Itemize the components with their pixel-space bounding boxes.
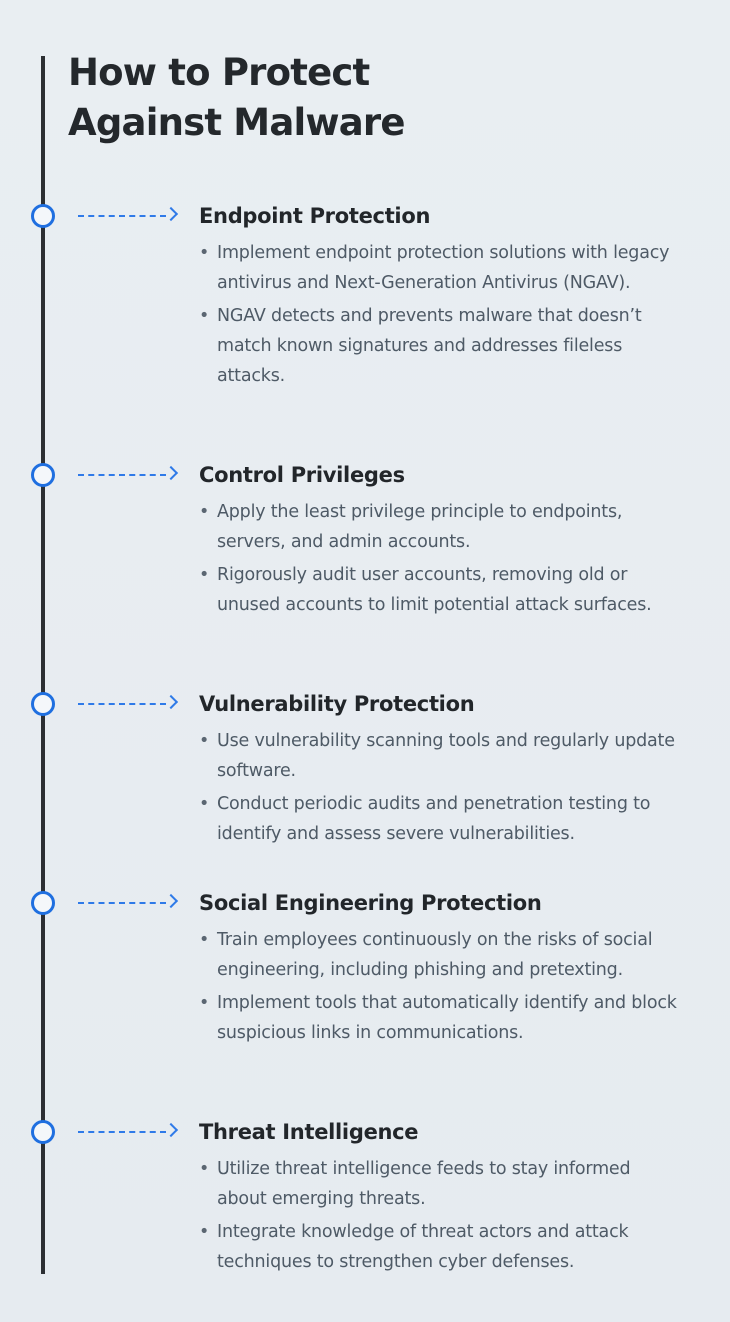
bullet-item: • NGAV detects and prevents malware that doesn’t match known signatures and addresses fileless attacks. bbox=[199, 301, 684, 391]
bullet-item: • Integrate knowledge of threat actors and attack techniques to strengthen cyber defenses. bbox=[199, 1217, 684, 1277]
chevron-right-icon bbox=[164, 466, 178, 480]
bullet-list bbox=[199, 238, 684, 394]
dashed-connector bbox=[78, 474, 166, 476]
section-heading: Vulnerability Protection bbox=[199, 692, 475, 716]
bullet-list bbox=[199, 726, 684, 852]
bullet-item: • Implement tools that automatically identify and block suspicious links in communications. bbox=[199, 988, 684, 1048]
timeline-node-icon bbox=[31, 891, 55, 915]
section-heading: Social Engineering Protection bbox=[199, 891, 542, 915]
timeline-node-icon bbox=[31, 692, 55, 716]
timeline-line bbox=[41, 56, 45, 1274]
timeline-node-icon bbox=[31, 1120, 55, 1144]
bullet-item: • Conduct periodic audits and penetration testing to identify and assess severe vulnerabilities. bbox=[199, 789, 684, 849]
bullet-item: • Use vulnerability scanning tools and regularly update software. bbox=[199, 726, 684, 786]
dashed-connector bbox=[78, 1131, 166, 1133]
chevron-right-icon bbox=[164, 207, 178, 221]
dashed-connector bbox=[78, 703, 166, 705]
section-heading: Threat Intelligence bbox=[199, 1120, 419, 1144]
section-heading: Control Privileges bbox=[199, 463, 405, 487]
dashed-connector bbox=[78, 215, 166, 217]
bullet-list bbox=[199, 925, 684, 1051]
timeline-node-icon bbox=[31, 204, 55, 228]
bullet-list bbox=[199, 497, 684, 623]
bullet-item: • Train employees continuously on the risks of social engineering, including phishing and pretexting. bbox=[199, 925, 684, 985]
title-line-2: Against Malware bbox=[68, 101, 405, 144]
chevron-right-icon bbox=[164, 894, 178, 908]
timeline-node-icon bbox=[31, 463, 55, 487]
bullet-item: • Rigorously audit user accounts, removing old or unused accounts to limit potential attack surfaces. bbox=[199, 560, 684, 620]
title-line-1: How to Protect bbox=[68, 51, 370, 94]
bullet-list bbox=[199, 1154, 684, 1280]
bullet-item: • Utilize threat intelligence feeds to stay informed about emerging threats. bbox=[199, 1154, 684, 1214]
bullet-item: • Implement endpoint protection solutions with legacy antivirus and Next-Generation Antivirus (NGAV). bbox=[199, 238, 684, 298]
chevron-right-icon bbox=[164, 1123, 178, 1137]
page-title bbox=[68, 48, 668, 148]
bullet-item: • Apply the least privilege principle to endpoints, servers, and admin accounts. bbox=[199, 497, 684, 557]
section-heading: Endpoint Protection bbox=[199, 204, 431, 228]
chevron-right-icon bbox=[164, 695, 178, 709]
dashed-connector bbox=[78, 902, 166, 904]
